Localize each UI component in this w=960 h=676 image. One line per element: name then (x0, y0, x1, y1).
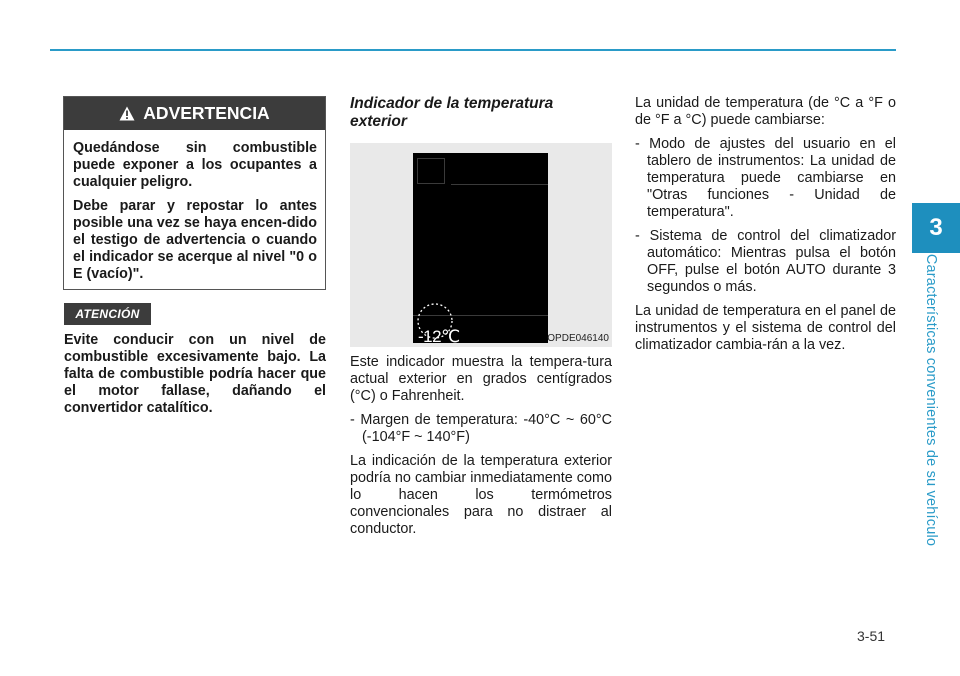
figure-code: OPDE046140 (547, 333, 609, 344)
unit-change-item: - Modo de ajustes del usuario en el tablero de instrumentos: La unidad de temperatura puede cambiarse en "Otras funciones - Unidad de temperatura". (635, 136, 896, 220)
warning-paragraph: Debe parar y repostar lo antes posible una vez se haya encen-dido el testigo de advertencia o cuando el indicador se acerque al nivel "0 o E (vacío)". (73, 198, 317, 282)
chapter-tab: 3 (912, 203, 960, 253)
warning-title: ADVERTENCIA (143, 103, 270, 123)
cluster-figure (350, 143, 612, 347)
warning-box (63, 96, 326, 290)
warning-paragraph: Quedándose sin combustible puede exponer a los ocupantes a cualquier peligro. (73, 140, 317, 190)
warning-triangle-icon (119, 106, 135, 121)
cluster-display (413, 153, 548, 346)
temperature-range: - Margen de temperatura: -40°C ~ 60°C (-104°F ~ 140°F) (350, 412, 612, 445)
right-column (635, 95, 896, 361)
section-intro: Este indicador muestra la tempera-tura actual exterior en grados centígrados (°C) o Fahrenheit. (350, 354, 612, 404)
temperature-unit: ℃ (441, 327, 460, 346)
section-note: La indicación de la temperatura exterior podría no cambiar inmediatamente como lo hacen los termómetros convencionales para no distraer al conductor. (350, 453, 612, 537)
attention-badge: ATENCIÓN (64, 303, 151, 325)
attention-text-block (64, 332, 326, 424)
display-divider (451, 184, 548, 185)
chapter-title: Características convenientes de su vehículo (923, 253, 939, 547)
unit-change-intro: La unidad de temperatura (de °C a °F o de °F a °C) puede cambiarse: (635, 95, 896, 128)
attention-paragraph: Evite conducir con un nivel de combustible excesivamente bajo. La falta de combustible podría hacer que el motor fallase, dañando el convertidor catalítico. (64, 332, 326, 416)
display-indicator-box (417, 158, 445, 184)
warning-body (64, 130, 325, 283)
unit-change-outro: La unidad de temperatura en el panel de instrumentos y el sistema de control del climatizador cambia-rán a la vez. (635, 303, 896, 353)
top-rule (50, 49, 896, 51)
unit-change-item: - Sistema de control del climatizador automático: Mientras pulsa el botón OFF, pulse el botón AUTO durante 3 segundos o más. (635, 228, 896, 295)
section-heading: Indicador de la temperatura exterior (350, 95, 554, 130)
page-number: 3-51 (857, 628, 886, 644)
warning-header (64, 97, 325, 130)
temperature-value: -12 (418, 327, 442, 346)
temperature-readout (418, 327, 460, 347)
section-body (350, 354, 612, 545)
